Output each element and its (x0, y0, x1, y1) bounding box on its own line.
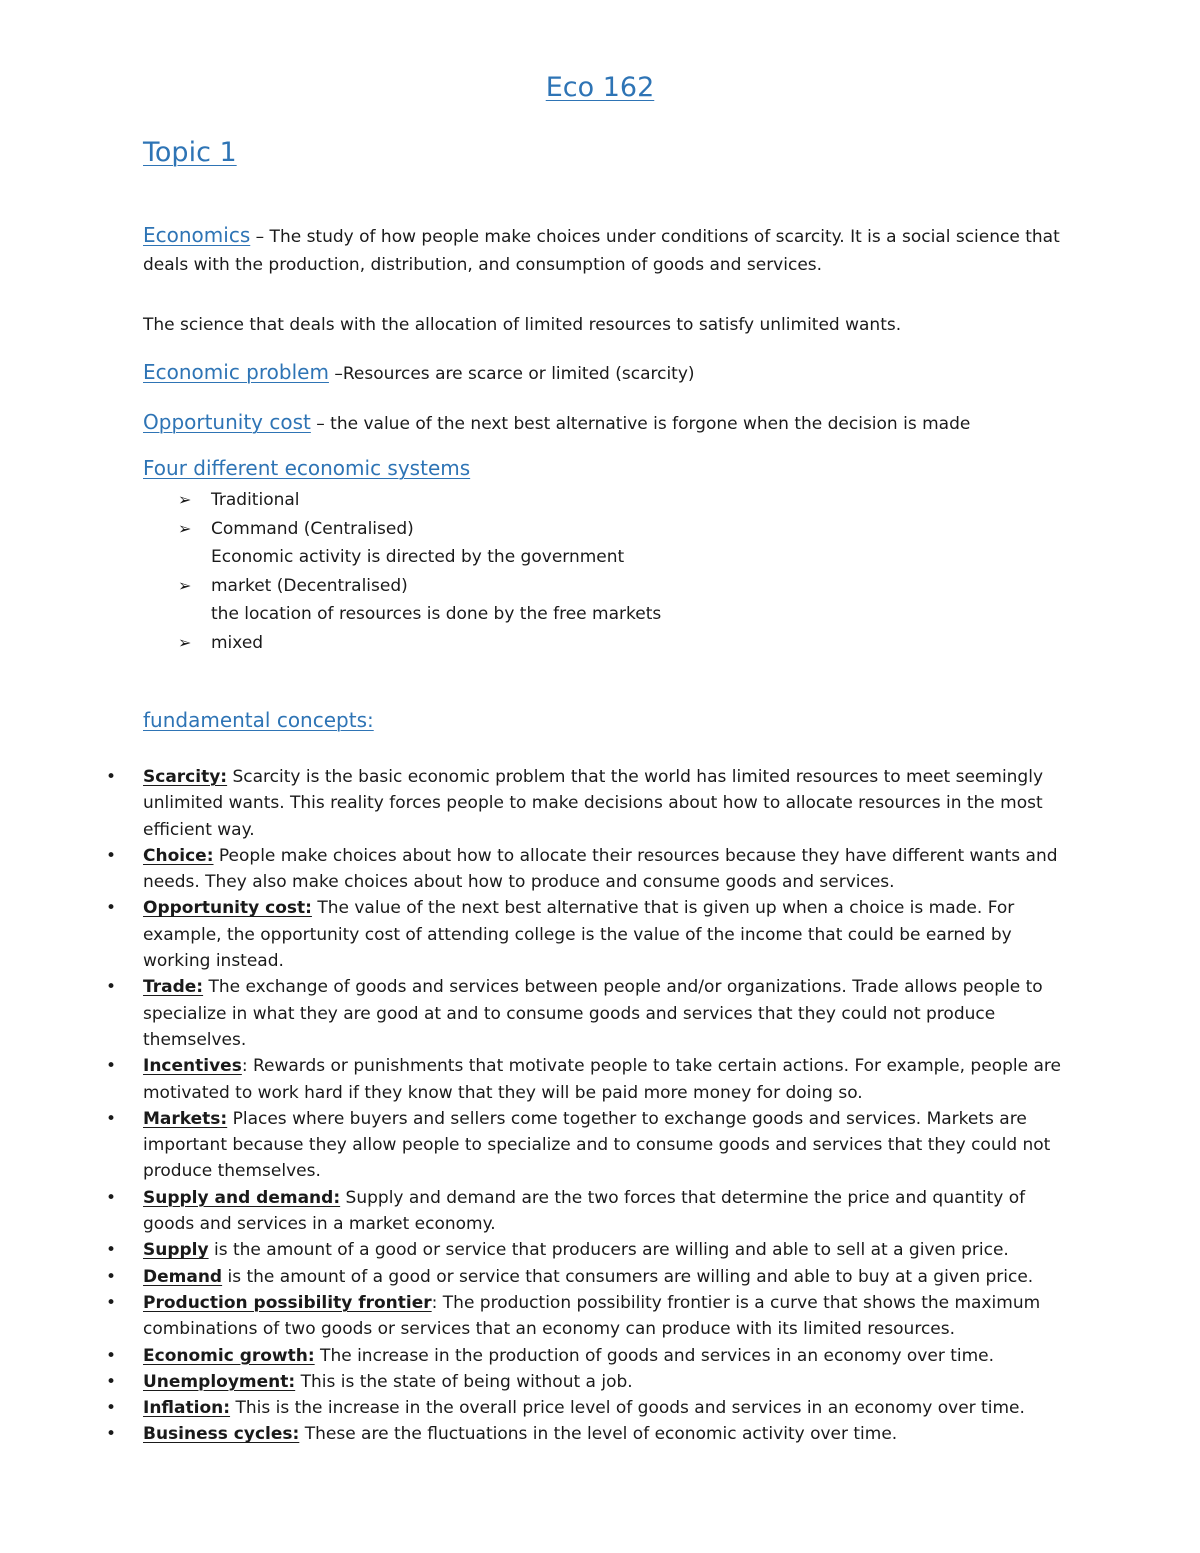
economic-systems-list (178, 486, 661, 657)
concept-term: Incentives (143, 1056, 242, 1077)
bullet-icon: • (106, 1108, 117, 1129)
concept-text: Scarcity is the basic economic problem that the world has limited resources to meet seemingly unlimited wants. This reality forces people to make decisions about how to allocate resources in the most efficient way. (143, 767, 1044, 840)
bullet-icon: • (106, 1240, 117, 1261)
arrow-bullet-icon: ➢ (178, 575, 192, 595)
economic-problem-text: –Resources are scarce or limited (scarcity) (328, 364, 695, 384)
economics-definition (143, 221, 1073, 279)
list-item (178, 629, 661, 658)
concept-term: Trade: (143, 977, 204, 998)
concept-text: This is the increase in the overall price level of goods and services in an economy over time. (230, 1398, 1025, 1419)
list-item (103, 974, 1063, 1053)
bullet-icon: • (106, 1424, 117, 1445)
arrow-bullet-icon: ➢ (178, 518, 192, 538)
economics-text: – The study of how people make choices under conditions of scarcity. It is a social science that deals with the production, distribution, and consumption of goods and services. (143, 227, 1060, 275)
opportunity-cost-term: Opportunity cost (143, 410, 311, 434)
bullet-icon: • (106, 1056, 117, 1077)
concept-term: Scarcity: (143, 767, 228, 787)
economic-problem-definition (143, 358, 1073, 388)
concept-text: Supply and demand are the two forces that determine the price and quantity of goods and services in a market economy. (143, 1187, 1026, 1235)
bullet-icon: • (106, 845, 117, 866)
fundamental-concepts-heading: fundamental concepts: (143, 708, 374, 732)
list-item (103, 1343, 1063, 1369)
concept-term: Supply (143, 1240, 209, 1261)
concept-text: : The production possibility frontier is a curve that shows the maximum combinations of two goods or services that an economy can produce with its limited resources. (143, 1292, 1041, 1340)
system-label: Traditional (211, 490, 300, 510)
concept-term: Markets: (143, 1108, 228, 1129)
system-label: market (Decentralised) (211, 575, 408, 596)
concept-text: Places where buyers and sellers come together to exchange goods and services. Markets are important because they allow people to specialize and to consume goods and services that they could not produce themselves. (143, 1108, 1051, 1182)
system-label: Command (Centralised) (211, 518, 414, 539)
concept-text: These are the fluctuations in the level of economic activity over time. (299, 1424, 898, 1445)
concept-term: Economic growth: (143, 1345, 315, 1366)
list-item (103, 1395, 1063, 1421)
bullet-icon: • (106, 977, 117, 998)
list-item (178, 486, 661, 515)
concept-text: : Rewards or punishments that motivate people to take certain actions. For example, people are motivated to work hard if they know that they will be paid more money for doing so. (143, 1056, 1061, 1103)
concept-term: Inflation: (143, 1398, 231, 1419)
economic-systems-heading: Four different economic systems (143, 456, 471, 480)
list-item (178, 572, 661, 629)
system-note: Economic activity is directed by the government (211, 547, 625, 567)
bullet-icon: • (106, 1292, 117, 1313)
bullet-icon: • (106, 1398, 117, 1419)
concept-text: The increase in the production of goods and services in an economy over time. (314, 1345, 995, 1366)
economics-term: Economics (143, 223, 251, 247)
concept-term: Supply and demand: (143, 1187, 341, 1208)
list-item (103, 1369, 1063, 1395)
fundamental-concepts-list (103, 764, 1063, 1448)
bullet-icon: • (106, 1345, 117, 1366)
list-item (103, 1264, 1063, 1290)
concept-term: Production possibility frontier (143, 1292, 432, 1313)
concept-term: Business cycles: (143, 1424, 300, 1445)
opportunity-cost-text: – the value of the next best alternative is forgone when the decision is made (310, 414, 971, 434)
list-item (103, 764, 1063, 843)
concept-term: Choice: (143, 845, 214, 866)
concept-text: This is the state of being without a job. (295, 1371, 633, 1392)
list-item (103, 1185, 1063, 1238)
concept-text: The exchange of goods and services between people and/or organizations. Trade allows people to specialize in what they are good at and to consume goods and services that they could not produce themselves. (143, 977, 1043, 1050)
list-item (103, 1053, 1063, 1106)
concept-text: is the amount of a good or service that producers are willing and able to sell at a given price. (208, 1240, 1009, 1261)
concept-text: The value of the next best alternative that is given up when a choice is made. For example, the opportunity cost of attending college is the value of the income that could be earned by working instead. (143, 898, 1015, 972)
economic-problem-term: Economic problem (143, 360, 329, 384)
topic-heading: Topic 1 (143, 137, 237, 168)
arrow-bullet-icon: ➢ (178, 632, 192, 652)
document-title: Eco 162 (545, 72, 655, 103)
list-item (103, 1106, 1063, 1185)
list-item (103, 1237, 1063, 1263)
list-item (103, 1290, 1063, 1343)
list-item (103, 1421, 1063, 1447)
concept-term: Opportunity cost: (143, 898, 312, 919)
science-definition: The science that deals with the allocation of limited resources to satisfy unlimited wants. (143, 315, 902, 335)
bullet-icon: • (106, 1187, 117, 1208)
bullet-icon: • (106, 898, 117, 919)
concept-text: is the amount of a good or service that consumers are willing and able to buy at a given price. (222, 1266, 1034, 1287)
list-item (103, 843, 1063, 896)
system-note: the location of resources is done by the free markets (211, 604, 662, 624)
bullet-icon: • (106, 1371, 117, 1392)
list-item (103, 895, 1063, 974)
list-item (178, 515, 661, 572)
concept-term: Unemployment: (143, 1371, 296, 1392)
arrow-bullet-icon: ➢ (178, 490, 192, 509)
concept-term: Demand (143, 1266, 223, 1287)
bullet-icon: • (106, 767, 117, 787)
opportunity-cost-definition (143, 408, 1073, 438)
bullet-icon: • (106, 1266, 117, 1287)
concept-text: People make choices about how to allocate their resources because they have different wants and needs. They also make choices about how to produce and consume goods and services. (143, 845, 1058, 893)
system-label: mixed (211, 632, 264, 653)
